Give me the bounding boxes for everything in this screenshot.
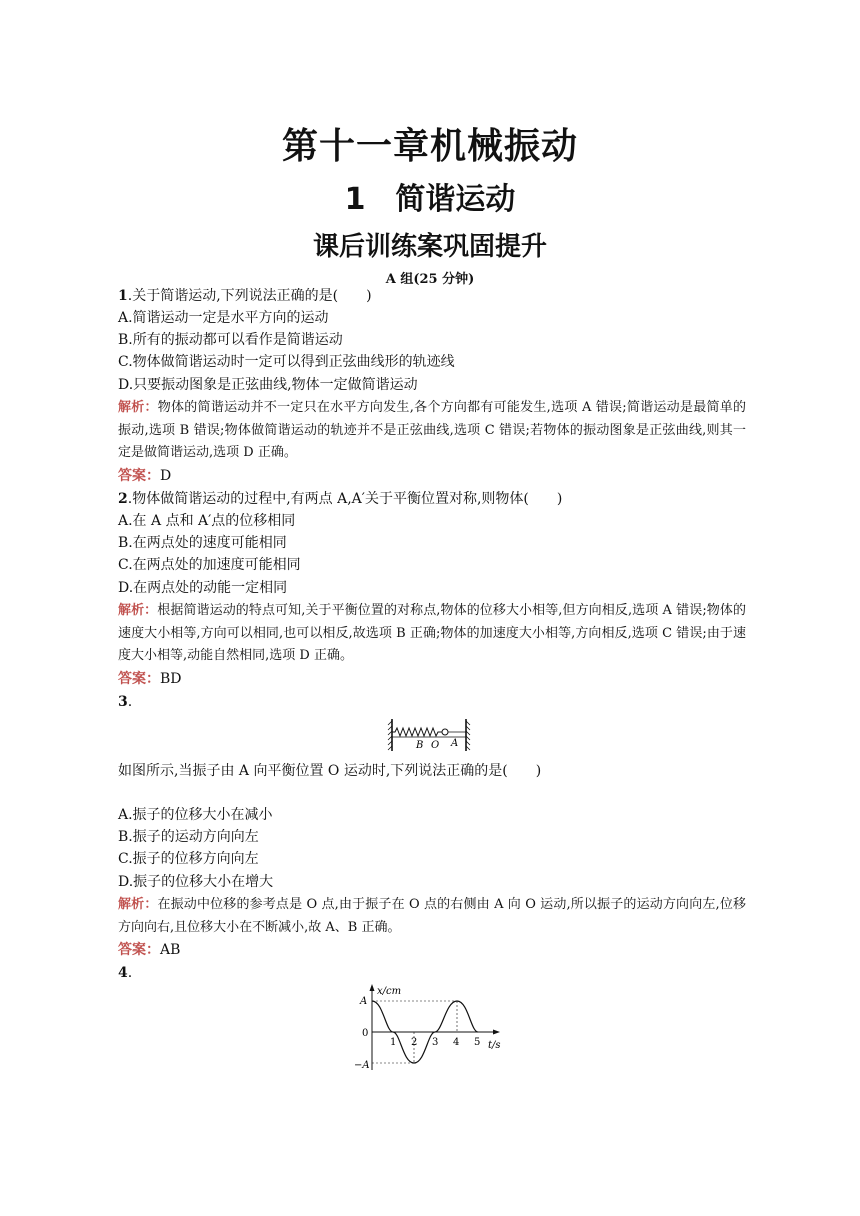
question-3-option-a: A.振子的位移大小在减小: [118, 807, 273, 823]
question-2-answer: 答案：BD: [118, 671, 182, 687]
question-1-analysis: 解析：物体的简谐运动并不一定只在水平方向发生,各个方向都有可能发生,选项 A 错误;简谐运动是最简单的振动,选项 B 错误;物体做简谐运动的轨迹并不是正弦曲线,选项 C 错误;若物体的振动图象是正弦曲线,则其一定是做简谐运动,选项 D 正确。: [118, 400, 746, 460]
question-number: 1: [118, 288, 128, 304]
answer-label: 答案：: [118, 671, 160, 687]
label-b: B: [416, 740, 424, 751]
question-1-option-a: A.简谐运动一定是水平方向的运动: [118, 310, 329, 326]
question-3-stem: 如图所示,当振子由 A 向平衡位置 O 运动时,下列说法正确的是( ): [118, 763, 542, 779]
question-2-option-d: D.在两点处的动能一定相同: [118, 580, 288, 596]
subtitle: 课后训练案巩固提升: [312, 232, 547, 262]
label-o: O: [431, 740, 440, 751]
y-tick-0: 0: [362, 1028, 369, 1039]
y-tick-a: A: [360, 996, 368, 1007]
question-1-option-d: D.只要振动图象是正弦曲线,物体一定做简谐运动: [118, 377, 418, 393]
analysis-label: 解析：: [118, 897, 158, 912]
question-2-option-c: C.在两点处的加速度可能相同: [118, 557, 301, 573]
x-tick-1: 1: [390, 1037, 397, 1048]
label-a: A: [451, 738, 459, 749]
y-tick-neg-a: −A: [354, 1060, 370, 1071]
question-3-option-b: B.振子的运动方向向左: [118, 829, 259, 845]
answer-label: 答案：: [118, 468, 160, 484]
x-axis-label: t/s: [488, 1040, 501, 1051]
question-4-number: 4.: [118, 965, 133, 981]
question-1-option-b: B.所有的振动都可以看作是简谐运动: [118, 332, 343, 348]
question-3-option-d: D.振子的位移大小在增大: [118, 874, 274, 890]
question-number: 2: [118, 491, 128, 507]
spring: [392, 728, 442, 736]
question-2-stem: 2.物体做简谐运动的过程中,有两点 A,A′关于平衡位置对称,则物体( ): [118, 491, 563, 507]
group-label: A 组(25 分钟): [385, 272, 475, 287]
question-2-option-a: A.在 A 点和 A′点的位移相同: [118, 513, 296, 529]
answer-label: 答案：: [118, 942, 160, 958]
x-tick-2: 2: [411, 1037, 418, 1048]
analysis-label: 解析：: [118, 603, 158, 618]
question-1-answer: 答案：D: [118, 468, 172, 484]
spring-oscillator-figure: [386, 715, 476, 755]
chapter-title: 第十一章机械振动: [281, 126, 578, 167]
question-2-option-b: B.在两点处的速度可能相同: [118, 535, 287, 551]
oscillator-ball: [442, 729, 448, 735]
question-3-option-c: C.振子的位移方向向左: [118, 851, 259, 867]
y-axis-label: x/cm: [377, 986, 402, 997]
question-2-analysis: 解析：根据简谐运动的特点可知,关于平衡位置的对称点,物体的位移大小相等,但方向相反,选项 A 错误;物体的速度大小相等,方向可以相同,也可以相反,故选项 B 正确;物体的加速度大小相等,方向相反,选项 C 错误;由于速度大小相等,动能自然相同,选项 D 正确。: [118, 603, 746, 663]
question-1-option-c: C.物体做简谐运动时一定可以得到正弦曲线形的轨迹线: [118, 354, 455, 370]
question-3-analysis: 解析：在振动中位移的参考点是 O 点,由于振子在 O 点的右侧由 A 向 O 运动,所以振子的运动方向向左,位移方向向右,且位移大小在不断减小,故 A、B 正确。: [118, 897, 746, 935]
vibration-graph: [348, 982, 508, 1074]
section-title: 1 简谐运动: [344, 182, 516, 217]
x-tick-3: 3: [432, 1037, 439, 1048]
question-3-answer: 答案：AB: [118, 942, 181, 958]
analysis-label: 解析：: [118, 400, 158, 415]
question-1-stem: 1.关于简谐运动,下列说法正确的是( ): [118, 288, 372, 304]
x-tick-5: 5: [474, 1037, 481, 1048]
x-tick-4: 4: [453, 1037, 460, 1048]
question-3-number: 3.: [118, 694, 133, 710]
